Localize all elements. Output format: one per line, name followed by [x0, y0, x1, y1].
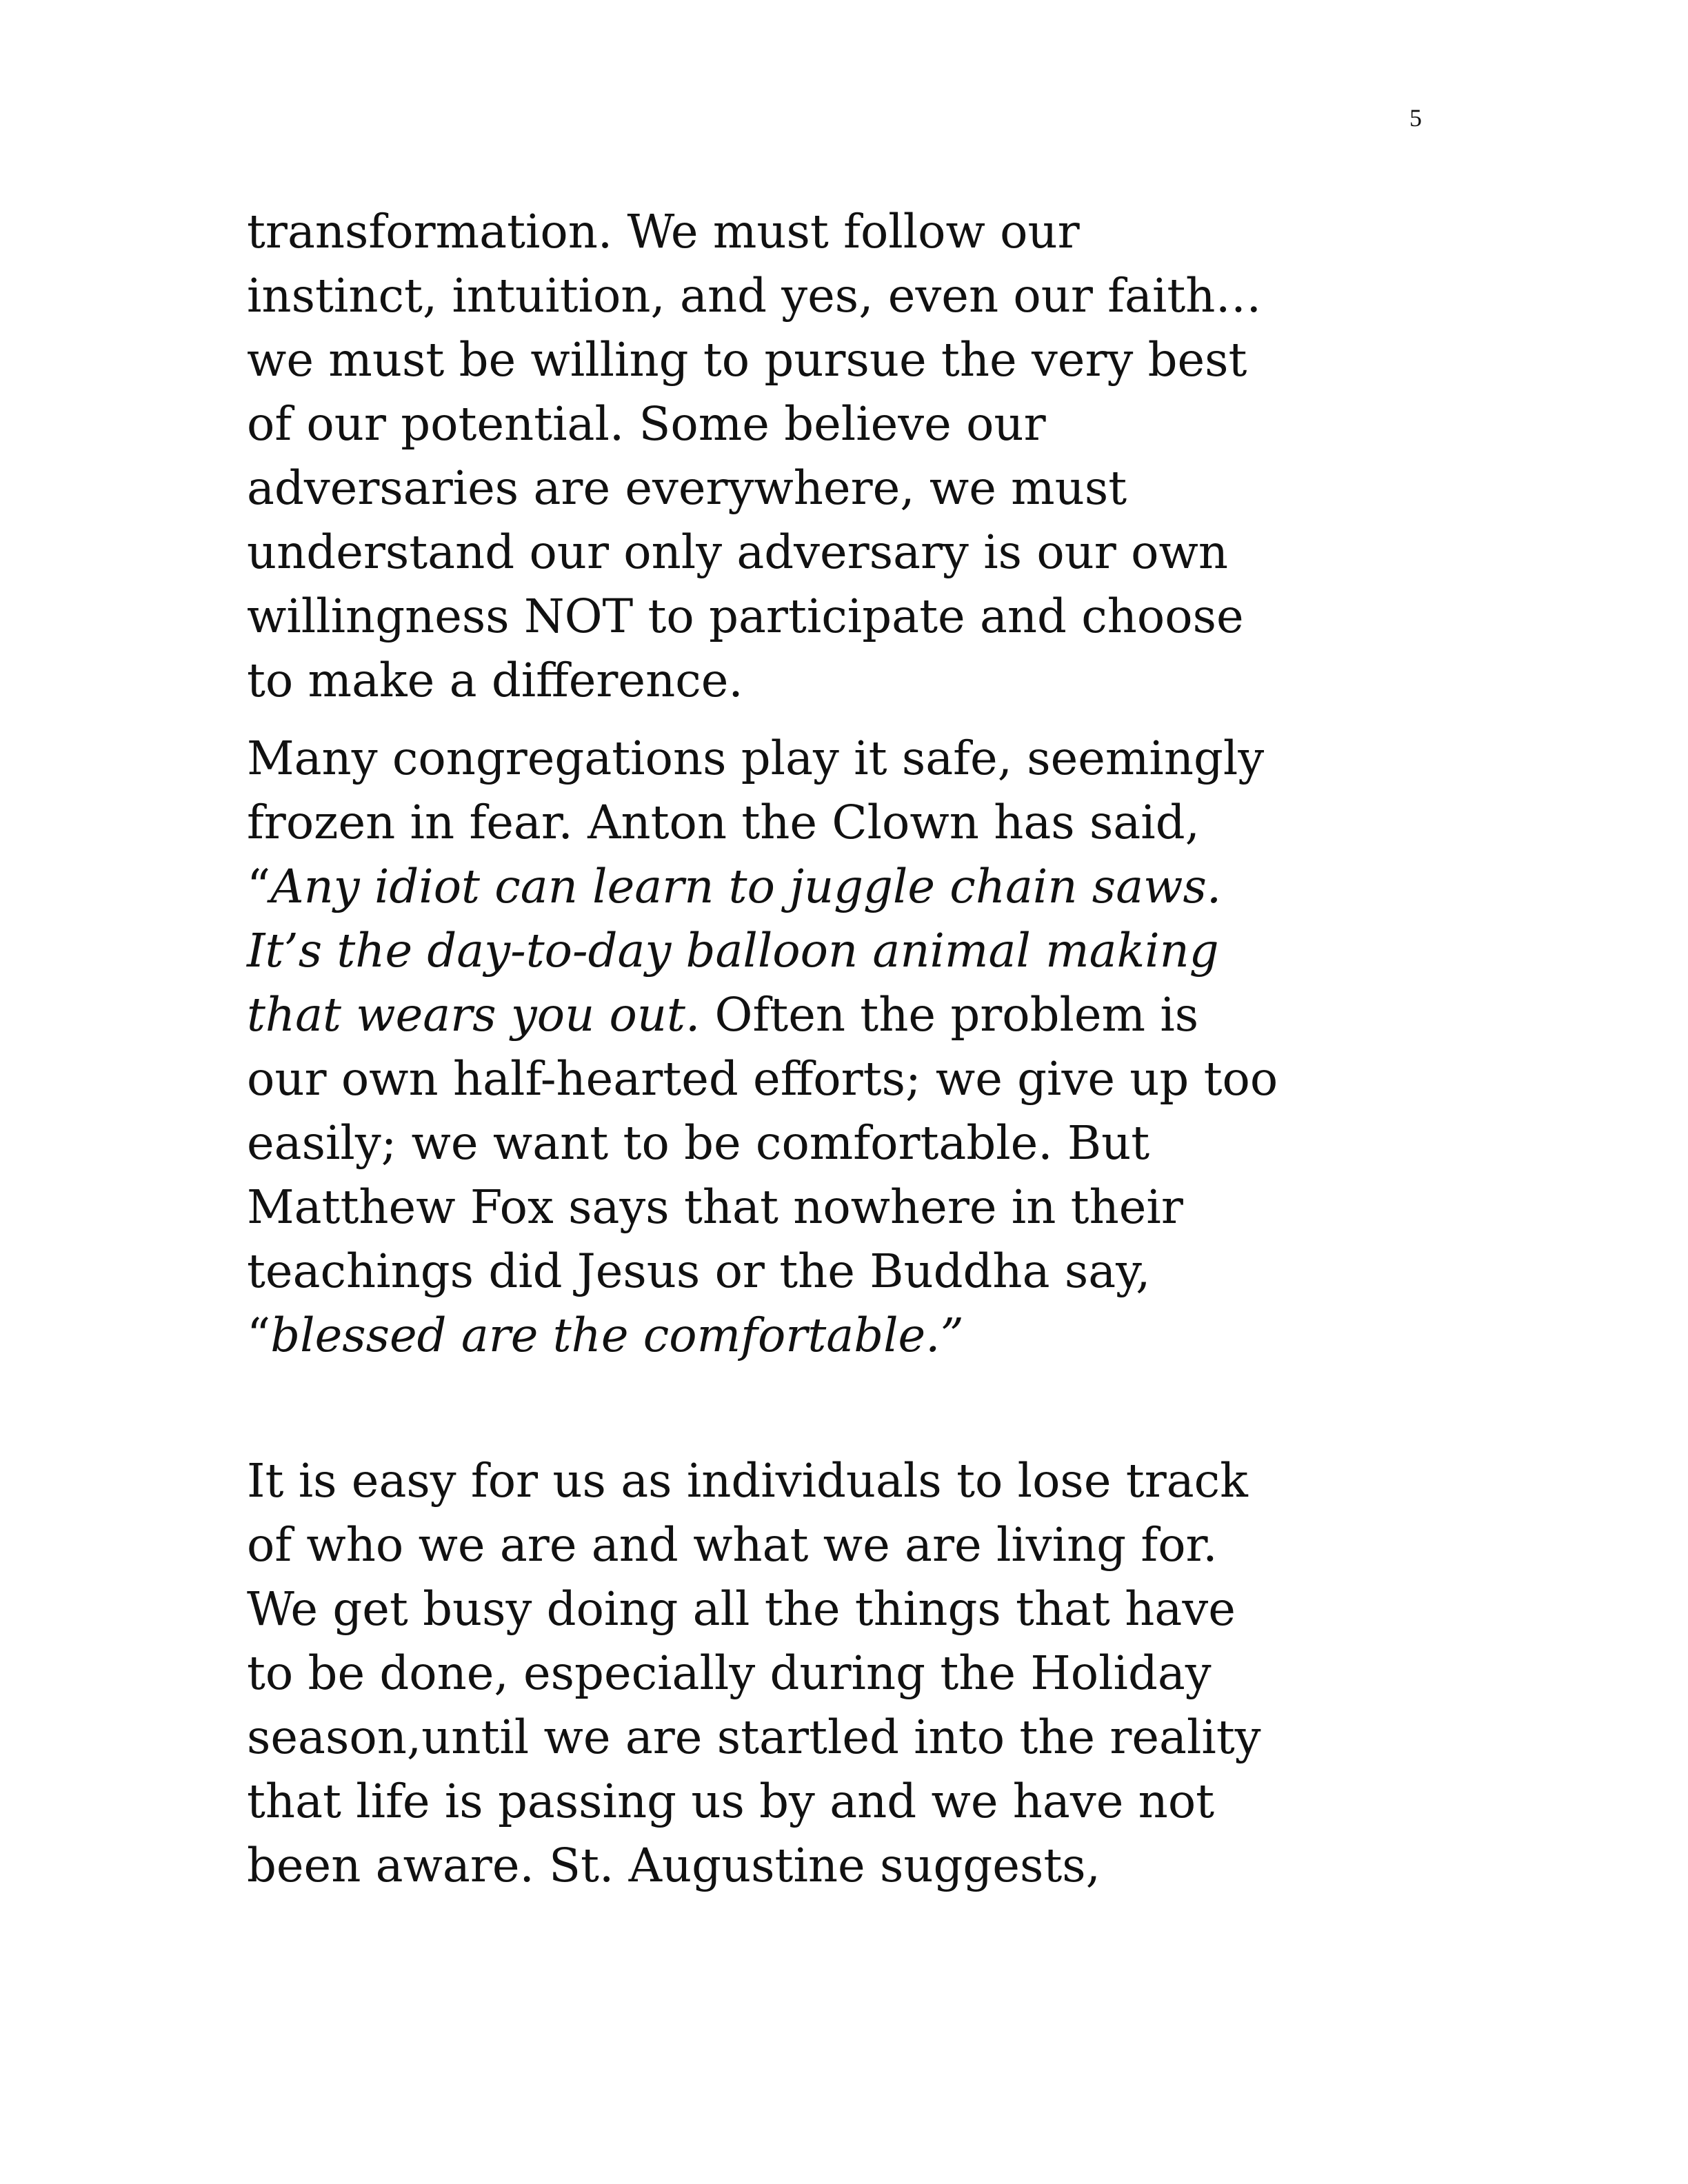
text-line: [247, 649, 1261, 713]
text-line: [247, 1175, 1278, 1240]
text-line: [247, 328, 1261, 392]
body-text: Many congregations play it safe, seemingly: [247, 731, 1265, 785]
text-line: [247, 264, 1261, 328]
text-line: [247, 1047, 1278, 1111]
body-text: of who we are and what we are living for.: [247, 1518, 1218, 1572]
text-line: [247, 200, 1261, 264]
text-line: [247, 1111, 1278, 1175]
body-text: teachings did Jesus or the Buddha say,: [247, 1244, 1151, 1298]
text-line: [247, 1449, 1261, 1513]
italic-quote-text: It’s the day-to-day balloon animal making: [247, 924, 1219, 978]
body-text: easily; we want to be comfortable. But: [247, 1116, 1150, 1170]
text-line: [247, 1834, 1261, 1898]
text-line: [247, 456, 1261, 520]
text-line: [247, 855, 1278, 919]
body-text: frozen in fear. Anton the Clown has said,: [247, 796, 1200, 849]
body-text: Matthew Fox says that nowhere in their: [247, 1180, 1183, 1234]
italic-quote-text: Any idiot can learn to juggle chain saws.: [270, 860, 1222, 913]
body-text: adversaries are everywhere, we must: [247, 461, 1127, 515]
text-line: [247, 1706, 1261, 1770]
text-line: [247, 727, 1278, 791]
text-line: [247, 983, 1278, 1047]
body-text: of our potential. Some believe our: [247, 397, 1046, 451]
text-line: [247, 520, 1261, 585]
body-text: It is easy for us as individuals to lose track: [247, 1454, 1248, 1508]
paragraph-3: [247, 1449, 1261, 1898]
text-line: [247, 1577, 1261, 1641]
text-line: [247, 585, 1261, 649]
text-line: [247, 392, 1261, 456]
body-text: instinct, intuition, and yes, even our faith…: [247, 269, 1262, 323]
body-text: we must be willing to pursue the very best: [247, 333, 1247, 387]
paragraph-1: [247, 200, 1261, 713]
text-line: [247, 1240, 1278, 1304]
italic-quote-text: blessed are the comfortable.”: [270, 1308, 964, 1362]
body-text: to be done, especially during the Holiday: [247, 1646, 1212, 1700]
paragraph-2: [247, 727, 1278, 1368]
body-text: been aware. St. Augustine suggests,: [247, 1839, 1101, 1892]
body-text: Often the problem is: [700, 988, 1199, 1042]
body-text: season,until we are startled into the reality: [247, 1710, 1261, 1764]
text-line: [247, 919, 1278, 983]
body-text: “: [247, 1308, 271, 1362]
body-text: that life is passing us by and we have not: [247, 1775, 1215, 1828]
text-line: [247, 1641, 1261, 1706]
body-text: our own half-hearted efforts; we give up too: [247, 1052, 1278, 1106]
page-number: 5: [1409, 104, 1422, 132]
body-text: “: [247, 860, 271, 913]
text-line: [247, 1513, 1261, 1577]
body-text: We get busy doing all the things that have: [247, 1582, 1236, 1636]
body-text: willingness NOT to participate and choose: [247, 589, 1244, 643]
body-text: understand our only adversary is our own: [247, 525, 1228, 579]
text-line: [247, 1304, 1278, 1368]
text-line: [247, 1770, 1261, 1834]
body-text: to make a difference.: [247, 654, 743, 707]
body-text: transformation. We must follow our: [247, 205, 1080, 259]
italic-quote-text: that wears you out.: [247, 988, 701, 1042]
text-line: [247, 791, 1278, 855]
